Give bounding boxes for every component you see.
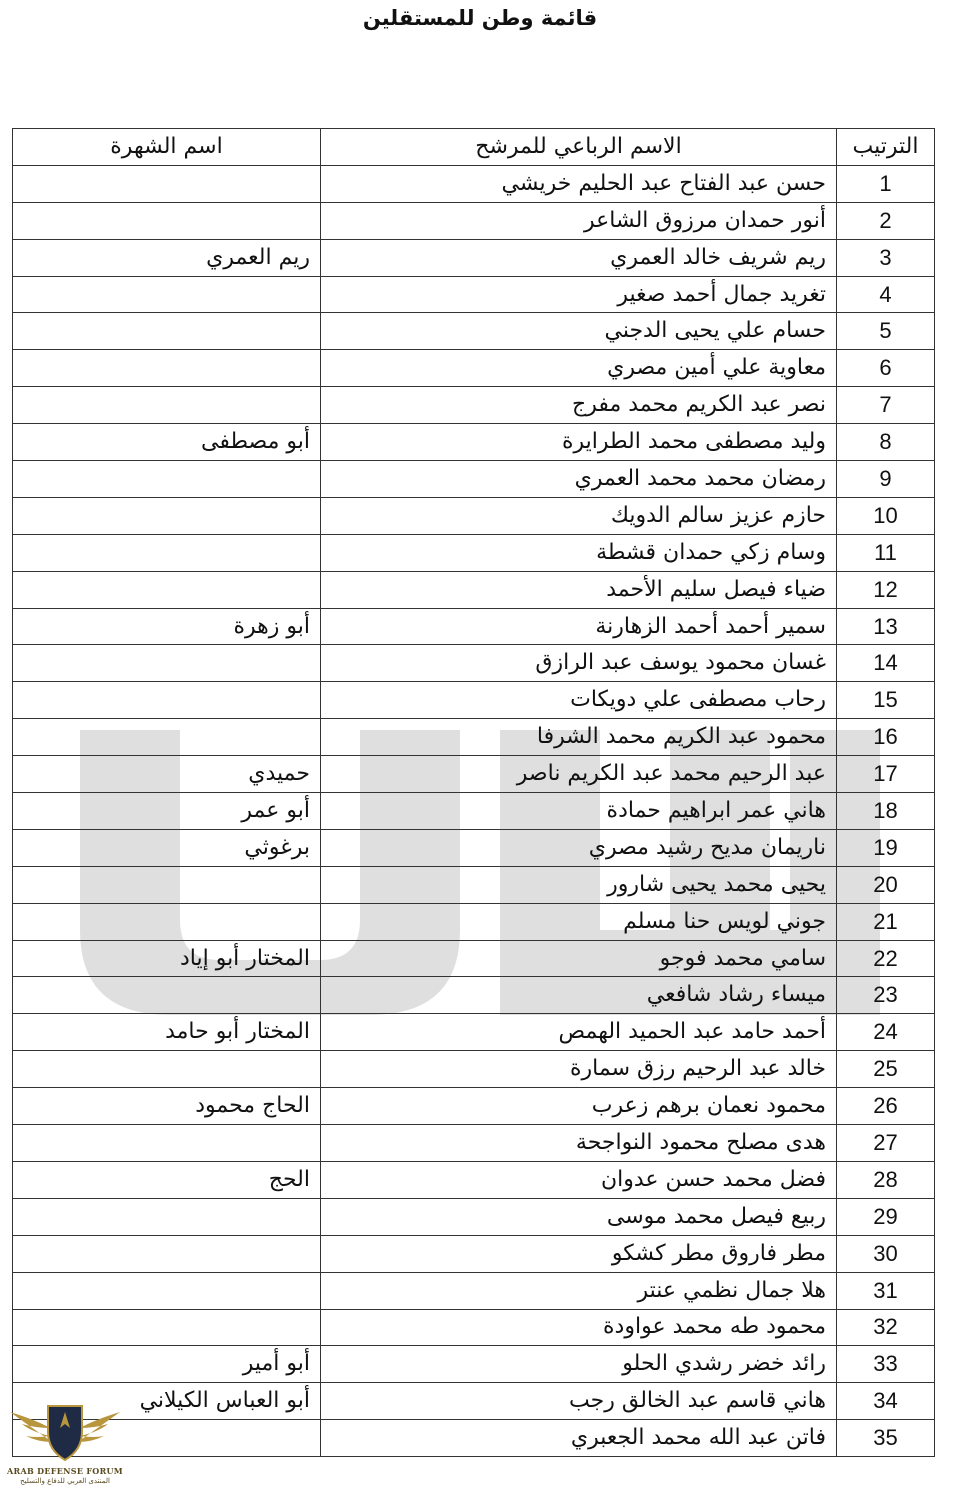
- table-row: [13, 1161, 935, 1198]
- rank-cell: 30: [837, 1235, 935, 1272]
- candidate-name-cell: فاتن عبد الله محمد الجعبري: [321, 1420, 837, 1457]
- table-row: [13, 313, 935, 350]
- rank-cell: 13: [837, 608, 935, 645]
- table-row: [13, 756, 935, 793]
- alias-cell: [13, 1272, 321, 1309]
- table-row: [13, 977, 935, 1014]
- rank-cell: 24: [837, 1014, 935, 1051]
- table-row: [13, 645, 935, 682]
- alias-cell: أبو مصطفى: [13, 424, 321, 461]
- alias-cell: [13, 461, 321, 498]
- table-row: [13, 1235, 935, 1272]
- rank-cell: 18: [837, 793, 935, 830]
- rank-cell: 4: [837, 276, 935, 313]
- rank-cell: 31: [837, 1272, 935, 1309]
- alias-cell: [13, 1125, 321, 1162]
- candidate-name-cell: حازم عزيز سالم الدويك: [321, 497, 837, 534]
- rank-cell: 28: [837, 1161, 935, 1198]
- alias-cell: أبو العباس الكيلاني: [13, 1383, 321, 1420]
- candidate-name-cell: هاني قاسم عبد الخالق رجب: [321, 1383, 837, 1420]
- candidate-name-cell: سامي محمد فوجو: [321, 940, 837, 977]
- alias-cell: الحاج محمود: [13, 1088, 321, 1125]
- candidate-name-cell: نصر عبد الكريم محمد مفرج: [321, 387, 837, 424]
- rank-cell: 2: [837, 202, 935, 239]
- candidate-name-cell: غسان محمود يوسف عبد الرازق: [321, 645, 837, 682]
- alias-cell: حميدي: [13, 756, 321, 793]
- candidate-name-cell: وليد مصطفى محمد الطرايرة: [321, 424, 837, 461]
- rank-cell: 1: [837, 165, 935, 202]
- table-row: [13, 1420, 935, 1457]
- arab-defense-forum-logo: [6, 1398, 124, 1488]
- alias-cell: [13, 350, 321, 387]
- table-row: [13, 682, 935, 719]
- table-row: [13, 940, 935, 977]
- table-row: [13, 424, 935, 461]
- table-row: [13, 1383, 935, 1420]
- header-rank: الترتيب: [837, 129, 935, 166]
- candidate-name-cell: ربيع فيصل محمد موسى: [321, 1198, 837, 1235]
- candidate-name-cell: مطر فاروق مطر كشكو: [321, 1235, 837, 1272]
- candidate-name-cell: هدى مصلح محمود النواجحة: [321, 1125, 837, 1162]
- table-row: [13, 1014, 935, 1051]
- alias-cell: أبو عمر: [13, 793, 321, 830]
- alias-cell: [13, 165, 321, 202]
- alias-cell: [13, 202, 321, 239]
- candidate-name-cell: عبد الرحيم محمد عبد الكريم ناصر: [321, 756, 837, 793]
- candidate-name-cell: يحيى محمد يحيى شارور: [321, 866, 837, 903]
- rank-cell: 25: [837, 1051, 935, 1088]
- alias-cell: برغوثي: [13, 829, 321, 866]
- header-alias: اسم الشهرة: [13, 129, 321, 166]
- candidate-name-cell: رحاب مصطفى علي دويكات: [321, 682, 837, 719]
- candidate-name-cell: رمضان محمد محمد العمري: [321, 461, 837, 498]
- candidate-name-cell: محمود طه محمد عواودة: [321, 1309, 837, 1346]
- rank-cell: 20: [837, 866, 935, 903]
- logo-name-ar: المنتدى العربي للدفاع والتسليح: [20, 1477, 110, 1485]
- table-row: [13, 829, 935, 866]
- rank-cell: 9: [837, 461, 935, 498]
- rank-cell: 15: [837, 682, 935, 719]
- rank-cell: 5: [837, 313, 935, 350]
- table-row: [13, 608, 935, 645]
- table-row: [13, 1309, 935, 1346]
- table-row: [13, 903, 935, 940]
- table-row: [13, 202, 935, 239]
- alias-cell: [13, 276, 321, 313]
- table-row: [13, 1051, 935, 1088]
- rank-cell: 35: [837, 1420, 935, 1457]
- alias-cell: [13, 719, 321, 756]
- alias-cell: [13, 682, 321, 719]
- rank-cell: 14: [837, 645, 935, 682]
- alias-cell: أبو زهرة: [13, 608, 321, 645]
- candidate-name-cell: ميساء رشاد شافعي: [321, 977, 837, 1014]
- rank-cell: 34: [837, 1383, 935, 1420]
- alias-cell: [13, 903, 321, 940]
- table-row: [13, 571, 935, 608]
- table-row: [13, 1346, 935, 1383]
- alias-cell: أبو أمير: [13, 1346, 321, 1383]
- rank-cell: 16: [837, 719, 935, 756]
- alias-cell: [13, 313, 321, 350]
- alias-cell: [13, 645, 321, 682]
- rank-cell: 33: [837, 1346, 935, 1383]
- header-name: الاسم الرباعي للمرشح: [321, 129, 837, 166]
- alias-cell: [13, 977, 321, 1014]
- candidate-name-cell: ريم شريف خالد العمري: [321, 239, 837, 276]
- rank-cell: 26: [837, 1088, 935, 1125]
- candidate-name-cell: تغريد جمال أحمد صغير: [321, 276, 837, 313]
- table-row: [13, 866, 935, 903]
- alias-cell: [13, 1309, 321, 1346]
- alias-cell: [13, 1235, 321, 1272]
- rank-cell: 12: [837, 571, 935, 608]
- rank-cell: 10: [837, 497, 935, 534]
- rank-cell: 8: [837, 424, 935, 461]
- alias-cell: [13, 1051, 321, 1088]
- rank-cell: 3: [837, 239, 935, 276]
- candidate-name-cell: حسام علي يحيى الدجني: [321, 313, 837, 350]
- rank-cell: 21: [837, 903, 935, 940]
- rank-cell: 7: [837, 387, 935, 424]
- table-header-row: [13, 129, 935, 166]
- table-row: [13, 461, 935, 498]
- rank-cell: 17: [837, 756, 935, 793]
- candidate-name-cell: ناريمان مديح رشيد مصري: [321, 829, 837, 866]
- candidate-name-cell: وسام زكي حمدان قشطة: [321, 534, 837, 571]
- rank-cell: 27: [837, 1125, 935, 1162]
- candidate-name-cell: معاوية علي أمين مصري: [321, 350, 837, 387]
- candidate-name-cell: محمود نعمان برهم زعرب: [321, 1088, 837, 1125]
- alias-cell: [13, 571, 321, 608]
- shield-wings-icon: [6, 1398, 124, 1466]
- candidate-name-cell: جوني لويس حنا مسلم: [321, 903, 837, 940]
- table-row: [13, 239, 935, 276]
- alias-cell: [13, 1198, 321, 1235]
- rank-cell: 29: [837, 1198, 935, 1235]
- alias-cell: المختار أبو حامد: [13, 1014, 321, 1051]
- table-row: [13, 719, 935, 756]
- table-row: [13, 276, 935, 313]
- candidate-name-cell: هلا جمال نظمي عنتر: [321, 1272, 837, 1309]
- table-row: [13, 350, 935, 387]
- rank-cell: 23: [837, 977, 935, 1014]
- candidate-name-cell: حسن عبد الفتاح عبد الحليم خريشي: [321, 165, 837, 202]
- alias-cell: [13, 387, 321, 424]
- rank-cell: 32: [837, 1309, 935, 1346]
- candidate-name-cell: هاني عمر ابراهيم حمادة: [321, 793, 837, 830]
- alias-cell: [13, 497, 321, 534]
- table-row: [13, 497, 935, 534]
- table-row: [13, 165, 935, 202]
- page-title: قائمة وطن للمستقلين: [362, 6, 598, 30]
- candidate-name-cell: أحمد حامد عبد الحميد الهمص: [321, 1014, 837, 1051]
- candidates-table: [12, 128, 935, 1457]
- table-row: [13, 534, 935, 571]
- alias-cell: ريم العمري: [13, 239, 321, 276]
- candidate-name-cell: محمود عبد الكريم محمد الشرفا: [321, 719, 837, 756]
- alias-cell: الحج: [13, 1161, 321, 1198]
- alias-cell: المختار أبو إياد: [13, 940, 321, 977]
- alias-cell: [13, 534, 321, 571]
- candidate-name-cell: رائد خضر رشدي الحلو: [321, 1346, 837, 1383]
- candidate-name-cell: خالد عبد الرحيم رزق سمارة: [321, 1051, 837, 1088]
- table-row: [13, 1198, 935, 1235]
- candidate-name-cell: ضياء فيصل سليم الأحمد: [321, 571, 837, 608]
- candidate-name-cell: فضل محمد حسن عدوان: [321, 1161, 837, 1198]
- table-row: [13, 793, 935, 830]
- rank-cell: 19: [837, 829, 935, 866]
- alias-cell: [13, 866, 321, 903]
- rank-cell: 6: [837, 350, 935, 387]
- rank-cell: 22: [837, 940, 935, 977]
- table-row: [13, 387, 935, 424]
- table-row: [13, 1125, 935, 1162]
- table-row: [13, 1088, 935, 1125]
- logo-name-en: ARAB DEFENSE FORUM: [7, 1466, 123, 1476]
- table-row: [13, 1272, 935, 1309]
- rank-cell: 11: [837, 534, 935, 571]
- candidate-name-cell: أنور حمدان مرزوق الشاعر: [321, 202, 837, 239]
- candidate-name-cell: سمير أحمد أحمد الزهارنة: [321, 608, 837, 645]
